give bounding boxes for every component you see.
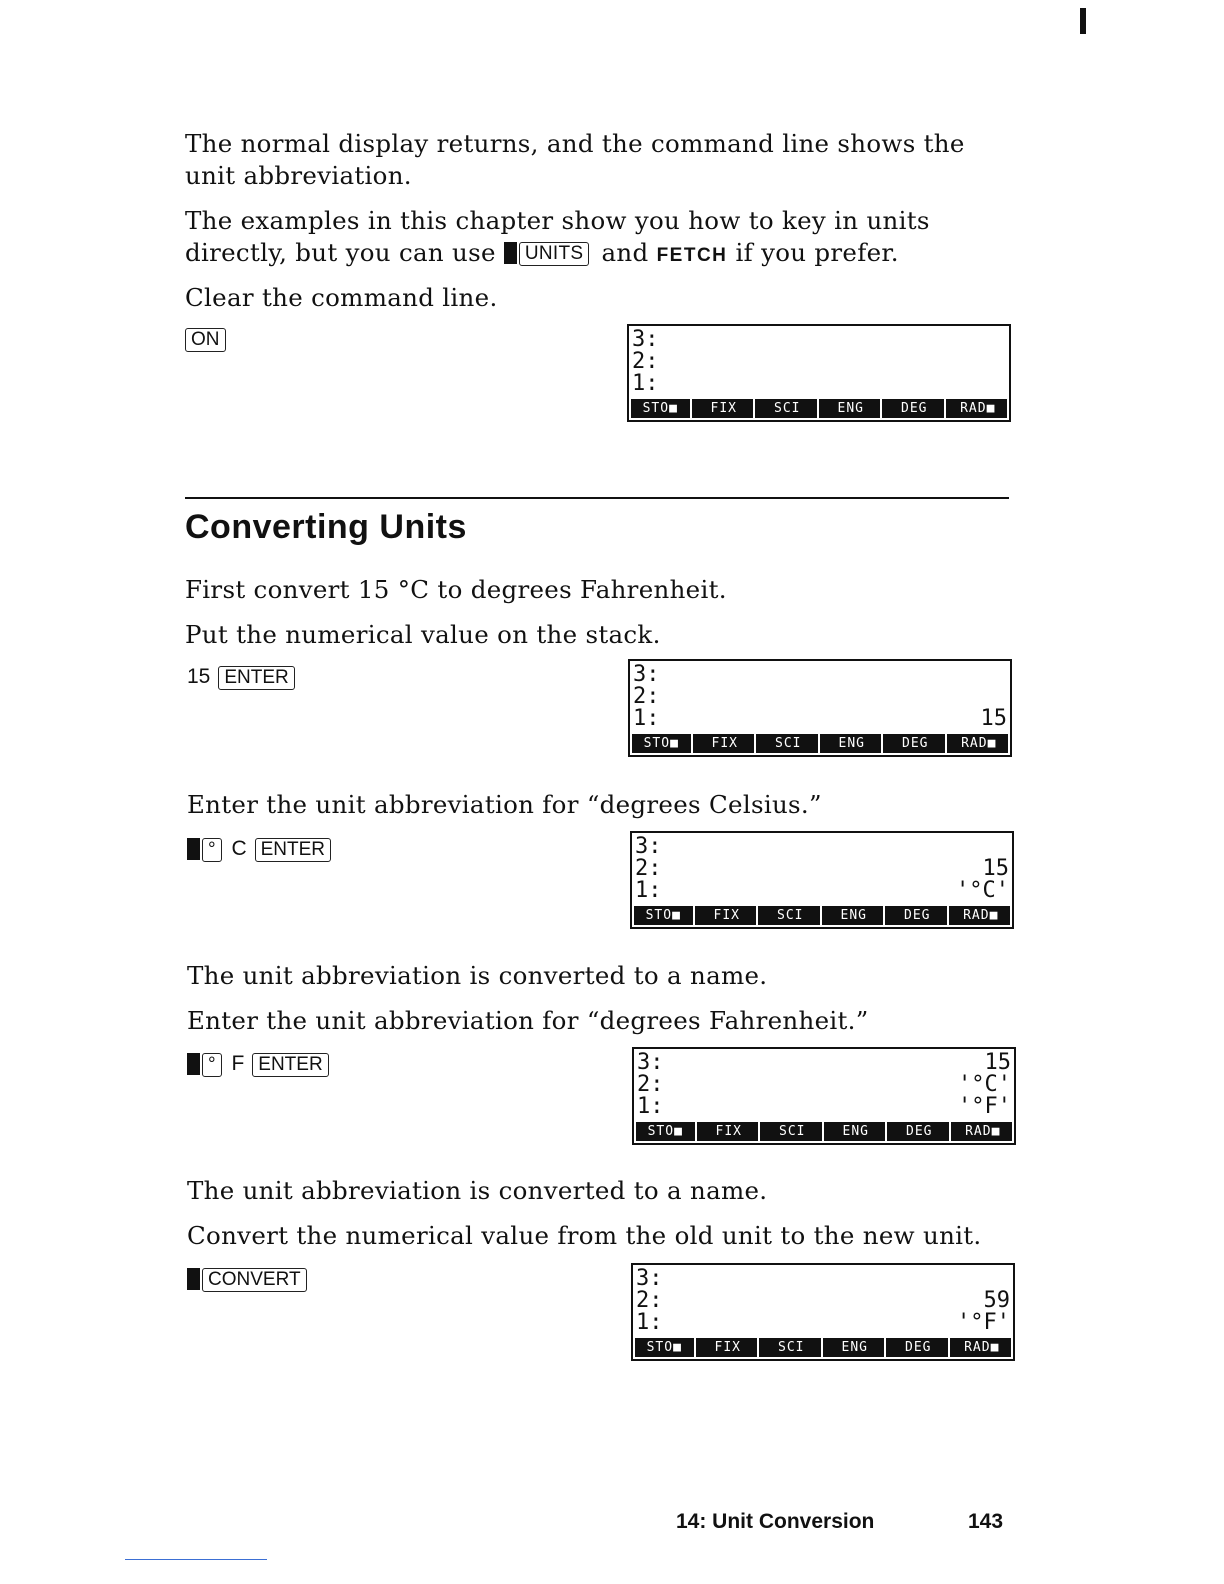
step-3-letter: F xyxy=(231,1052,245,1075)
calculator-display-3 xyxy=(630,831,1014,929)
menu-key-sto: STO■ xyxy=(631,399,692,418)
section-heading: Converting Units xyxy=(185,508,467,546)
degree-key: ° xyxy=(202,838,222,862)
stack-level-2: 2: xyxy=(633,684,660,709)
intro-paragraph-2-a: The examples in this chapter show you how to key in units directly, but you can use xyxy=(185,206,930,267)
menu-key-eng: ENG xyxy=(825,906,886,925)
stack-level-1: 1: xyxy=(636,1310,663,1335)
menu-key-sto: STO■ xyxy=(636,1122,697,1141)
degree-key: ° xyxy=(202,1053,222,1077)
stack-level-3: 3: xyxy=(635,834,662,859)
menu-key-deg: DEG xyxy=(890,1122,951,1141)
menu-key-deg: DEG xyxy=(886,734,947,753)
softkey-menu xyxy=(631,399,1007,418)
stack-value-2: '°C' xyxy=(958,1072,1011,1097)
stack-level-2: 2: xyxy=(636,1288,663,1313)
calculator-display-5 xyxy=(631,1263,1015,1361)
fetch-menu-label: FETCH xyxy=(656,245,728,266)
menu-key-eng: ENG xyxy=(827,1122,888,1141)
menu-key-eng: ENG xyxy=(822,399,883,418)
menu-key-sto: STO■ xyxy=(634,906,695,925)
intro-paragraph-3: Clear the command line. xyxy=(185,283,498,312)
stack-value-1: '°C' xyxy=(956,878,1009,903)
menu-key-fix: FIX xyxy=(696,734,757,753)
menu-key-sci: SCI xyxy=(761,906,822,925)
menu-key-sto: STO■ xyxy=(635,1338,696,1357)
calculator-display-2 xyxy=(628,659,1012,757)
menu-key-sci: SCI xyxy=(758,399,819,418)
stack-level-1: 1: xyxy=(633,706,660,731)
enter-key: ENTER xyxy=(218,666,294,690)
menu-key-fix: FIX xyxy=(699,1338,760,1357)
stack-level-1: 1: xyxy=(635,878,662,903)
keystroke-step-2 xyxy=(187,836,335,864)
keystroke-on xyxy=(185,328,230,354)
section-paragraph-1: First convert 15 °C to degrees Fahrenheit. xyxy=(185,575,727,604)
menu-key-fix: FIX xyxy=(698,906,759,925)
menu-key-fix: FIX xyxy=(700,1122,761,1141)
softkey-menu xyxy=(635,1338,1011,1357)
stack-level-3: 3: xyxy=(636,1266,663,1291)
stack-value-3: 15 xyxy=(984,1050,1011,1075)
stack-level-1: 1: xyxy=(632,371,659,396)
softkey-menu xyxy=(636,1122,1012,1141)
calculator-display-4 xyxy=(632,1047,1016,1145)
menu-key-sci: SCI xyxy=(762,1338,823,1357)
section-paragraph-4: The unit abbreviation is converted to a name. xyxy=(187,961,768,990)
menu-key-sto: STO■ xyxy=(632,734,693,753)
softkey-menu xyxy=(634,906,1010,925)
stack-level-3: 3: xyxy=(633,662,660,687)
shift-key-icon xyxy=(187,838,200,860)
stack-value-1: 15 xyxy=(980,706,1007,731)
stack-value-2: 15 xyxy=(982,856,1009,881)
stack-level-3: 3: xyxy=(637,1050,664,1075)
change-bar xyxy=(1080,8,1086,34)
step-2-letter: C xyxy=(231,837,247,860)
menu-key-eng: ENG xyxy=(823,734,884,753)
convert-key: CONVERT xyxy=(202,1268,307,1292)
stack-level-2: 2: xyxy=(632,349,659,374)
enter-key: ENTER xyxy=(255,838,331,862)
section-paragraph-5: Enter the unit abbreviation for “degrees Fahrenheit.” xyxy=(187,1006,869,1035)
section-paragraph-2: Put the numerical value on the stack. xyxy=(185,620,661,649)
intro-paragraph-2-c: if you prefer. xyxy=(735,238,899,267)
calculator-display-1 xyxy=(627,324,1011,422)
menu-key-rad: RAD■ xyxy=(949,399,1008,418)
intro-paragraph-2 xyxy=(185,205,1015,272)
footer-link-underline xyxy=(125,1559,267,1560)
shift-key-icon xyxy=(187,1268,200,1290)
section-paragraph-6: The unit abbreviation is converted to a name. xyxy=(187,1176,768,1205)
stack-value-2: 59 xyxy=(983,1288,1010,1313)
footer-page-number: 143 xyxy=(968,1510,1004,1533)
stack-level-3: 3: xyxy=(632,327,659,352)
menu-key-deg: DEG xyxy=(885,399,946,418)
menu-key-deg: DEG xyxy=(889,1338,950,1357)
keystroke-step-1 xyxy=(187,664,299,692)
step-1-number: 15 xyxy=(187,665,211,688)
stack-level-2: 2: xyxy=(637,1072,664,1097)
menu-key-rad: RAD■ xyxy=(954,1122,1013,1141)
intro-paragraph-2-b: and xyxy=(601,238,649,267)
softkey-menu xyxy=(632,734,1008,753)
section-rule xyxy=(185,497,1009,499)
stack-level-2: 2: xyxy=(635,856,662,881)
on-key: ON xyxy=(185,328,226,352)
menu-key-deg: DEG xyxy=(888,906,949,925)
stack-value-1: '°F' xyxy=(958,1094,1011,1119)
stack-level-1: 1: xyxy=(637,1094,664,1119)
shift-key-icon xyxy=(187,1053,200,1075)
stack-value-1: '°F' xyxy=(957,1310,1010,1335)
section-paragraph-3: Enter the unit abbreviation for “degrees Celsius.” xyxy=(187,790,822,819)
keystroke-step-4 xyxy=(187,1268,311,1294)
menu-key-rad: RAD■ xyxy=(953,1338,1012,1357)
menu-key-eng: ENG xyxy=(826,1338,887,1357)
menu-key-fix: FIX xyxy=(695,399,756,418)
menu-key-sci: SCI xyxy=(759,734,820,753)
keystroke-step-3 xyxy=(187,1051,333,1079)
menu-key-rad: RAD■ xyxy=(950,734,1009,753)
menu-key-rad: RAD■ xyxy=(952,906,1011,925)
footer-chapter-title: 14: Unit Conversion xyxy=(676,1510,875,1533)
units-key: UNITS xyxy=(519,242,590,266)
menu-key-sci: SCI xyxy=(763,1122,824,1141)
intro-paragraph-1: The normal display returns, and the command line shows the unit abbreviation. xyxy=(185,129,965,190)
shift-key-icon xyxy=(504,242,517,264)
enter-key: ENTER xyxy=(252,1053,328,1077)
section-paragraph-7: Convert the numerical value from the old unit to the new unit. xyxy=(187,1221,982,1250)
